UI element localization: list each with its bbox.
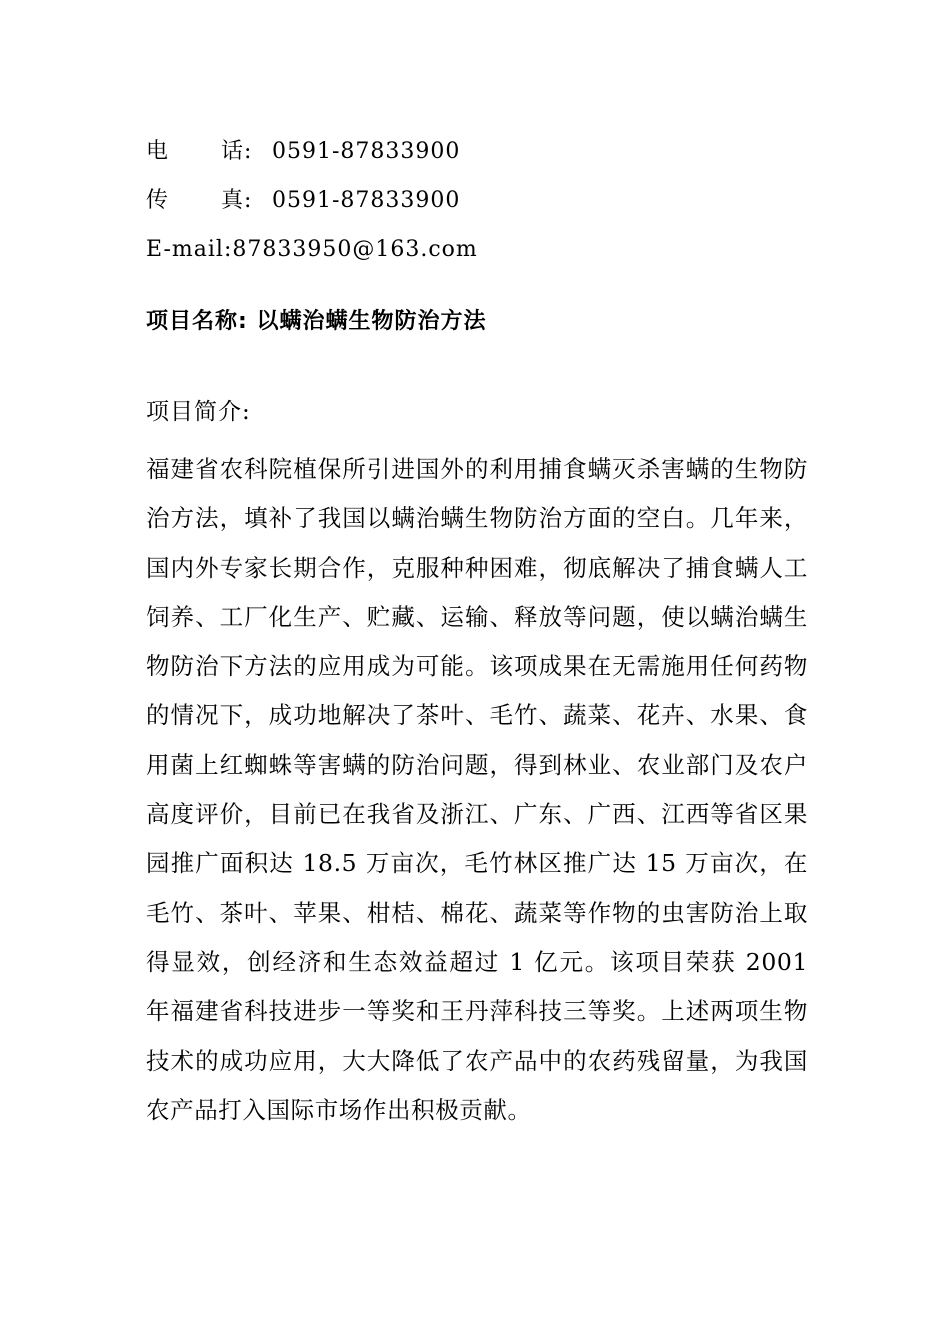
- project-title: 项目名称: 以螨治螨生物防治方法: [146, 309, 487, 334]
- phone-label-char-1: 电: [146, 139, 170, 164]
- phone-label: [146, 138, 272, 166]
- email-value: 87833950@163.com: [232, 237, 478, 262]
- email-line: [146, 236, 478, 264]
- email-label: E-mail:: [146, 237, 233, 262]
- document-page: [146, 0, 808, 1344]
- phone-value: 0591-87833900: [272, 139, 461, 164]
- phone-label-char-2: 话:: [221, 139, 253, 164]
- fax-label: [146, 187, 272, 215]
- intro-body: 福建省农科院植保所引进国外的利用捕食螨灭杀害螨的生物防治方法，填补了我国以螨治螨生物防治方面的空白。几年来，国内外专家长期合作，克服种种困难，彻底解决了捕食螨人工饲养、工厂化生产、贮藏、运输、释放等问题，使以螨治螨生物防治下方法的应用成为可能。该项成果在无需施用任何药物的情况下，成功地解决了茶叶、毛竹、蔬菜、花卉、水果、食用菌上红蜘蛛等害螨的防治问题，得到林业、农业部门及农户高度评价，目前已在我省及浙江、广东、广西、江西等省区果园推广面积达 18.5 万亩次，毛竹林区推广达 15 万亩次，在毛竹、茶叶、苹果、柑桔、棉花、蔬菜等作物的虫害防治上取得显效，创经济和生态效益超过 1 亿元。该项目荣获 2001 年福建省科技进步一等奖和王丹萍科技三等奖。上述两项生物技术的成功应用，大大降低了农产品中的农药残留量，为我国农产品打入国际市场作出积极贡献。: [146, 455, 808, 1124]
- fax-value: 0591-87833900: [272, 188, 461, 213]
- fax-line: [146, 187, 460, 215]
- phone-line: [146, 138, 460, 166]
- fax-label-char-2: 真:: [221, 188, 253, 213]
- intro-heading: 项目简介:: [146, 399, 251, 425]
- fax-label-char-1: 传: [146, 188, 170, 213]
